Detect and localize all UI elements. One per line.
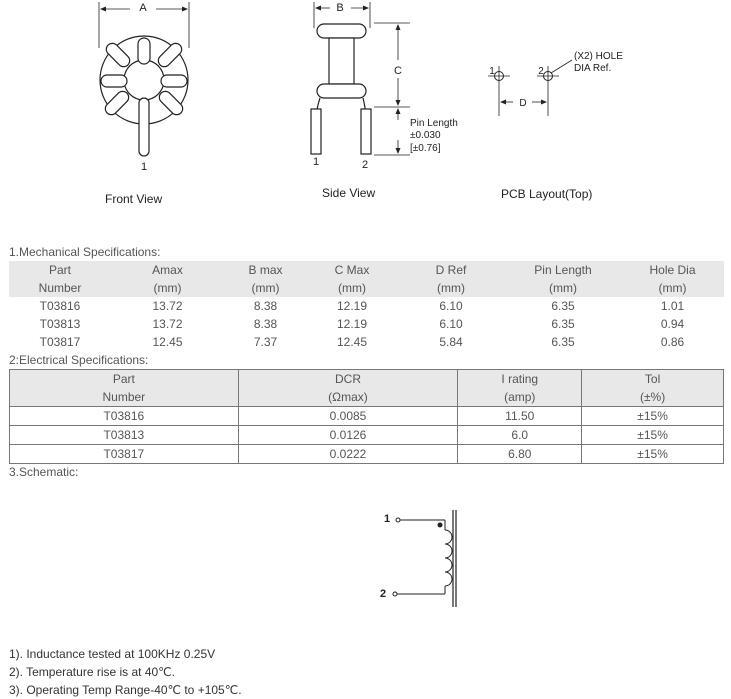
side-dim-c-label: C [394,65,402,77]
table-row [9,333,724,351]
note-operating-temp: 3). Operating Temp Range-40℃ to +105℃. [9,683,242,697]
elec-unit: (Ωmax) [238,388,458,407]
elec-unit: (±%) [582,388,724,407]
side-pin-length-tol-mm: [±0.76] [410,143,441,154]
mech-unit: (mm) [397,279,505,297]
table-cell: 12.45 [336,335,368,349]
electrical-spec-table [9,369,724,464]
table-cell: T03813 [39,317,81,331]
table-cell: 5.84 [439,335,463,349]
note-inductance: 1). Inductance tested at 100KHz 0.25V [9,647,216,661]
table-cell: 6.10 [439,317,463,331]
mech-header-bmax: B max [224,261,307,279]
schematic-title: 3.Schematic: [9,465,79,479]
table-cell: 6.0 [458,426,582,445]
elec-header-part: Part [10,370,239,389]
table-cell: 13.72 [152,317,183,331]
mech-unit: (mm) [505,279,621,297]
side-view-caption: Side View [322,186,376,200]
table-cell: 12.19 [336,299,368,313]
mech-unit: (mm) [621,279,724,297]
pcb-layout-drawing [488,60,572,116]
elec-header-i-rating: I rating [458,370,582,389]
mech-header-part: Part [9,261,111,279]
table-cell: 6.35 [551,299,575,313]
electrical-header-row [10,370,724,389]
table-row [9,297,724,315]
table-cell: 6.10 [439,299,463,313]
table-cell: 0.0222 [238,445,458,464]
table-cell: 8.38 [253,317,278,331]
table-row [10,445,724,464]
pcb-pin-1-label: 1 [489,66,495,77]
table-cell: 0.94 [660,317,685,331]
elec-header-dcr: DCR [238,370,458,389]
table-row [10,407,724,426]
side-view-drawing [311,2,410,155]
side-dim-b-label: B [336,2,344,14]
table-cell: 6.35 [551,335,575,349]
elec-header-number: Number [10,388,239,407]
side-pin-length-tol: ±0.030 [410,130,441,141]
table-cell: 8.38 [253,299,278,313]
table-row [9,315,724,333]
mech-header-amax: Amax [111,261,224,279]
mechanical-spec-title: 1.Mechanical Specifications: [9,245,161,259]
table-cell: 7.37 [253,335,278,349]
table-cell: 6.80 [458,445,582,464]
mech-header-cmax: C Max [307,261,397,279]
mechanical-drawing [0,0,731,245]
table-cell: T03813 [10,426,239,445]
mech-header-number: Number [9,279,111,297]
table-row [10,426,724,445]
table-cell: 13.72 [152,299,183,313]
front-pin-1-label: 1 [140,161,148,173]
mech-unit: (mm) [307,279,397,297]
mech-header-hole-dia: Hole Dia [621,261,724,279]
table-cell: ±15% [582,407,724,426]
table-cell: T03817 [10,445,239,464]
elec-unit: (amp) [458,388,582,407]
mechanical-header-row-units [9,279,724,297]
note-temperature-rise: 2). Temperature rise is at 40℃. [9,665,175,679]
schematic-pin-1-label: 1 [384,513,391,525]
schematic-diagram [370,500,470,615]
table-cell: ±15% [582,426,724,445]
table-cell: 12.45 [152,335,183,349]
table-cell: 1.01 [660,299,685,313]
table-cell: 11.50 [458,407,582,426]
mech-header-dref: D Ref [397,261,505,279]
pcb-pin-2-label: 2 [538,66,544,77]
table-cell: 0.86 [660,335,685,349]
table-cell: T03816 [39,299,81,313]
pcb-hole-dia-label: DIA Ref. [574,63,612,74]
mech-unit: (mm) [224,279,307,297]
side-pin-length-label: Pin Length [410,118,458,129]
pcb-dim-d-label: D [519,98,527,109]
mech-unit: (mm) [111,279,224,297]
table-cell: 6.35 [551,317,575,331]
mechanical-header-row [9,261,724,279]
pcb-layout-caption: PCB Layout(Top) [501,187,593,201]
table-cell: T03816 [10,407,239,426]
schematic-pin-2-label: 2 [380,588,387,600]
pcb-hole-label: (X2) HOLE [574,51,623,62]
side-pin-2-label: 2 [361,159,369,171]
front-view-drawing [99,2,189,156]
table-cell: 12.19 [336,317,368,331]
table-cell: 0.0126 [238,426,458,445]
table-cell: T03817 [39,335,81,349]
table-cell: ±15% [582,445,724,464]
elec-header-tol: Tol [582,370,724,389]
table-cell: 0.0085 [238,407,458,426]
front-dim-a-label: A [139,2,147,14]
electrical-spec-title: 2:Electrical Specifications: [9,353,149,367]
side-pin-1-label: 1 [312,156,320,168]
mech-header-pin-length: Pin Length [505,261,621,279]
front-view-caption: Front View [105,192,163,206]
electrical-header-row-units [10,388,724,407]
mechanical-spec-table [9,261,724,351]
